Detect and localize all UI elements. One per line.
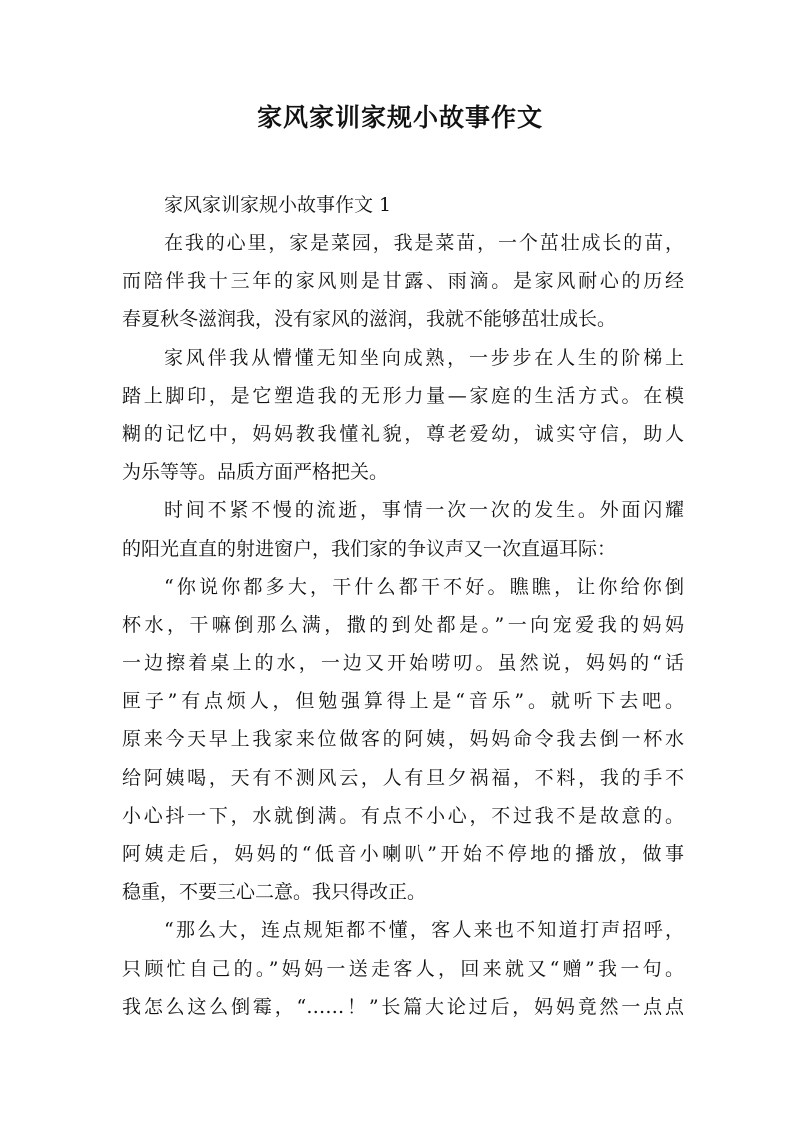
paragraph [122, 339, 684, 492]
text-line: 杯水，干嘛倒那么满，撒的到处都是。”一向宠爱我的妈妈 [122, 613, 684, 636]
text-line: 我怎么这么倒霉，“……！”长篇大论过后，妈妈竟然一点点 [122, 995, 684, 1018]
text-line: 给阿姨喝，天有不测风云，人有旦夕祸福，不料，我的手不 [122, 766, 684, 789]
text-line: 小心抖一下，水就倒满。有点不小心，不过我不是故意的。 [122, 804, 684, 827]
text-line: “那么大，连点规矩都不懂，客人来也不知道打声招呼， [164, 919, 684, 942]
text-line: 春夏秋冬滋润我，没有家风的滋润，我就不能够茁壮成长。 [122, 308, 617, 331]
text-line: “你说你都多大，干什么都干不好。瞧瞧，让你给你倒 [164, 575, 684, 598]
text-line: 一边擦着桌上的水，一边又开始唠叨。虽然说，妈妈的“话 [122, 652, 684, 675]
paragraph [122, 224, 684, 339]
paragraph [122, 911, 684, 1026]
text-line: 的阳光直直的射进窗户，我们家的争议声又一次直逼耳际： [122, 537, 617, 560]
text-line: 在我的心里，家是菜园，我是菜苗，一个茁壮成长的苗， [164, 232, 684, 254]
text-line: 为乐等等。品质方面严格把关。 [122, 461, 389, 484]
paragraph [122, 568, 684, 912]
document-body [122, 186, 684, 1026]
text-line: 阿姨走后，妈妈的“低音小喇叭”开始不停地的播放，做事 [122, 843, 684, 865]
text-line: 匣子”有点烦人，但勉强算得上是“音乐”。就听下去吧。 [122, 690, 684, 713]
text-line: 稳重，不要三心二意。我只得改正。 [122, 881, 427, 904]
essay-subtitle: 家风家训家规小故事作文 1 [164, 194, 392, 216]
text-line: 糊的记忆中，妈妈教我懂礼貌，尊老爱幼，诚实守信，助人 [122, 422, 684, 445]
text-line: 时间不紧不慢的流逝，事情一次一次的发生。外面闪耀 [164, 499, 684, 522]
paragraph [122, 491, 684, 567]
text-line: 踏上脚印，是它塑造我的无形力量—家庭的生活方式。在模 [122, 384, 684, 407]
text-line: 只顾忙自己的。”妈妈一送走客人，回来就又“赠”我一句。 [122, 957, 684, 980]
document-title: 家风家训家规小故事作文 [256, 103, 543, 132]
text-line: 原来今天早上我家来位做客的阿姨，妈妈命令我去倒一杯水 [122, 728, 684, 751]
text-line: 而陪伴我十三年的家风则是甘露、雨滴。是家风耐心的历经 [122, 270, 684, 293]
text-line: 家风伴我从懵懂无知坐向成熟，一步步在人生的阶梯上 [164, 346, 684, 369]
